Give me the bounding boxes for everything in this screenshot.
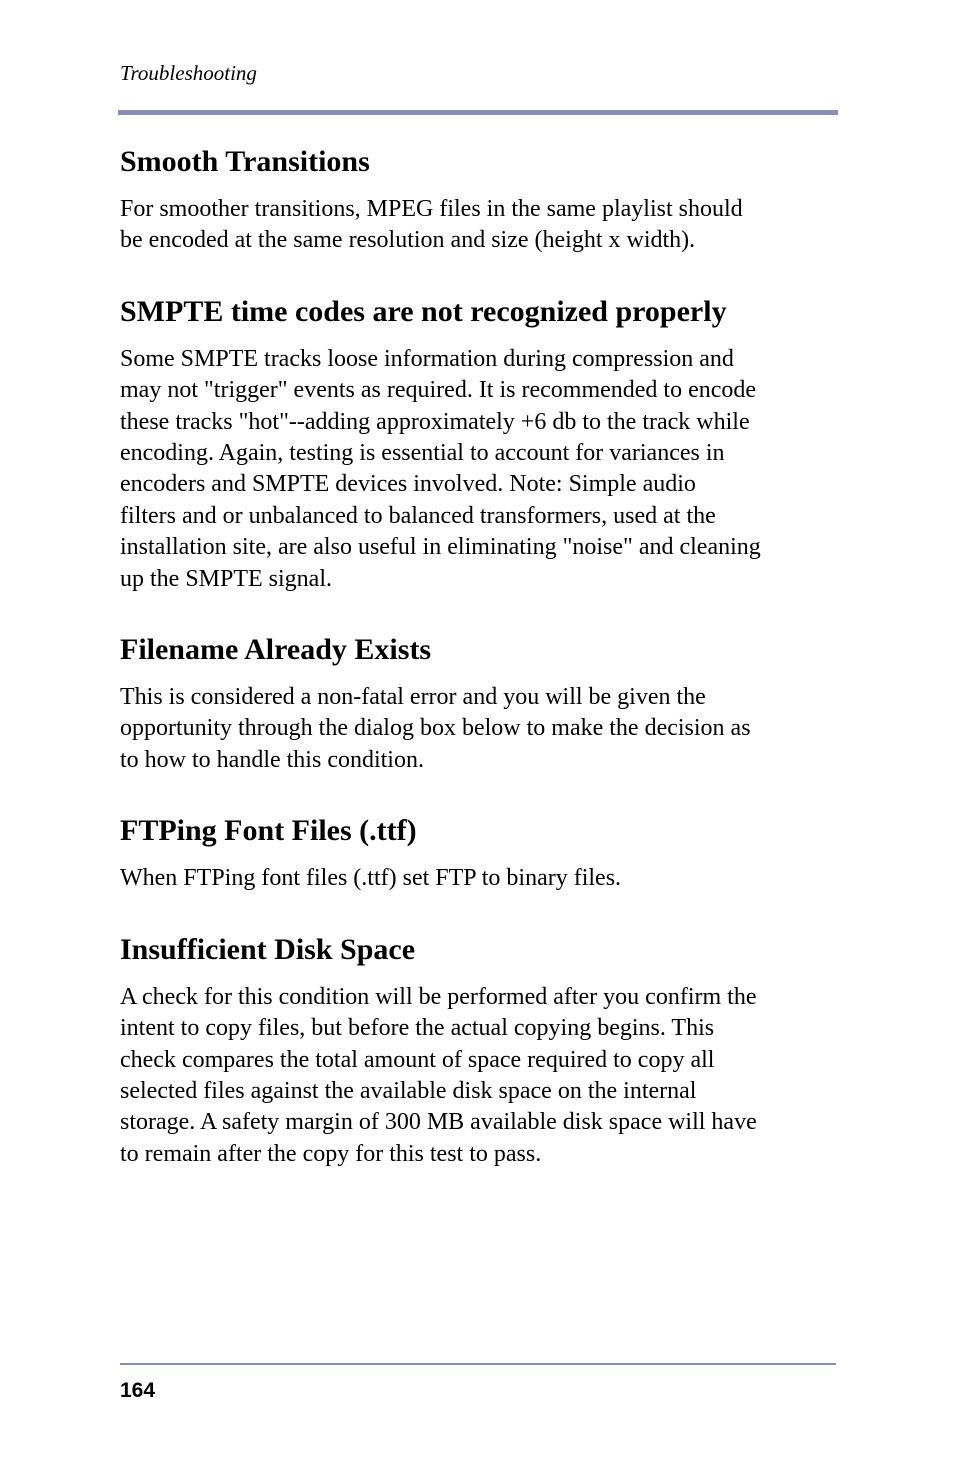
- footer-divider: [120, 1363, 836, 1365]
- page-number: 164: [120, 1379, 156, 1402]
- section-heading: Filename Already Exists: [120, 633, 432, 667]
- running-header: Troubleshooting: [120, 61, 257, 85]
- section-body: When FTPing font files (.ttf) set FTP to binary files.: [120, 865, 622, 892]
- section-smooth-transitions: [120, 144, 835, 257]
- section-heading: Insufficient Disk Space: [120, 932, 416, 966]
- section-heading: FTPing Font Files (.ttf): [120, 814, 417, 848]
- section-filename-already-exists: [120, 632, 835, 776]
- section-body: Some SMPTE tracks loose information during compression and may not "trigger" events as required. It is recommended to encode these tracks "hot"--adding approximately +6 db to the track while encoding. Again, testing is essential to account for variances in encoders and SMPTE devices involved. Note: Simple audio filters and or unbalanced to balanced transformers, used at the installation site, are also useful in eliminating "noise" and cleaning up the SMPTE signal.: [120, 345, 761, 592]
- section-heading: SMPTE time codes are not recognized properly: [120, 294, 727, 328]
- section-body: For smoother transitions, MPEG files in the same playlist should be encoded at the same resolution and size (height x width).: [120, 196, 743, 254]
- section-smpte-time-codes: [120, 294, 835, 595]
- section-heading: Smooth Transitions: [120, 145, 370, 178]
- header-divider: [118, 110, 838, 115]
- section-body: A check for this condition will be performed after you confirm the intent to copy files, but before the actual copying begins. This check compares the total amount of space required to copy all selected files against the available disk space on the internal storage. A safety margin of 300 MB available disk space will have to remain after the copy for this test to pass.: [120, 983, 757, 1167]
- page-content: [120, 144, 835, 1170]
- section-body: This is considered a non-fatal error and you will be given the opportunity through the dialog box below to make the decision as to how to handle this condition.: [120, 684, 751, 773]
- section-ftping-font-files: [120, 813, 835, 894]
- section-insufficient-disk-space: [120, 932, 835, 1170]
